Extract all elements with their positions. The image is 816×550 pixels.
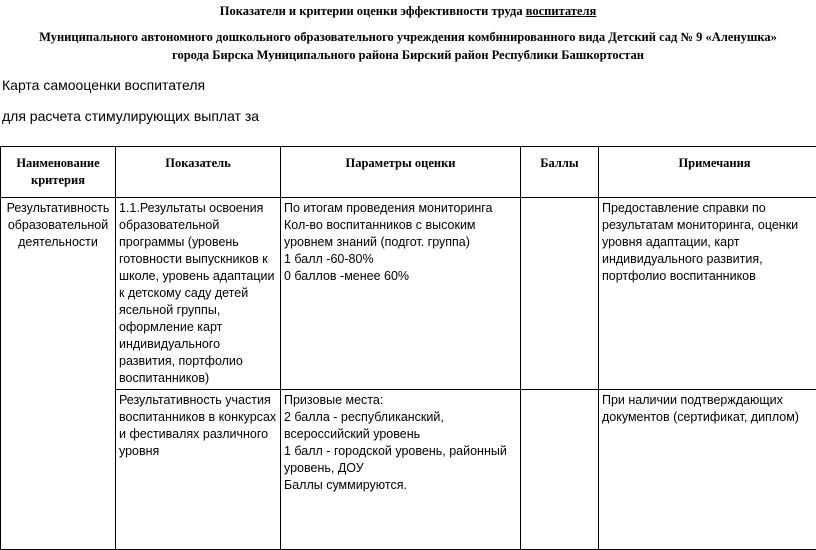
header-notes: Примечания — [599, 147, 816, 198]
org-line-2: города Бирска Муниципального района Бирский район Республики Башкортостан — [0, 46, 816, 64]
header-indicator: Показатель — [116, 147, 281, 198]
title-underlined: воспитателя — [526, 4, 597, 18]
score-cell — [521, 390, 599, 550]
indicator-cell: Результативность участия воспитанников в конкурсах и фестивалях различного уровня — [116, 390, 281, 550]
table-header-row — [1, 147, 816, 198]
notes-cell: При наличии подтверждающих документов (сертификат, диплом) — [599, 390, 816, 550]
indicator-cell: 1.1.Результаты освоения образовательной программы (уровень готовности выпускников к школе, уровень адаптации к детскому саду детей ясельной группы, оформление карт индивидуального развития, портфолио воспитанников) — [116, 198, 281, 390]
params-cell: По итогам проведения мониторинга Кол-во воспитанников с высоким уровнем знаний (подгот. группа) 1 балл -60-80% 0 баллов -менее 60% — [281, 198, 521, 390]
notes-cell: Предоставление справки по результатам мониторинга, оценки уровня адаптации, карт индивидуального развития, портфолио воспитанников — [599, 198, 816, 390]
page-title — [0, 4, 816, 19]
criterion-cell: Результативность образовательной деятельности — [1, 198, 116, 550]
params-cell: Призовые места: 2 балла - республиканский, всероссийский уровень 1 балл - городской уровень, районный уровень, ДОУ Баллы суммируются. — [281, 390, 521, 550]
header-params: Параметры оценки — [281, 147, 521, 198]
header-score: Баллы — [521, 147, 599, 198]
score-cell — [521, 198, 599, 390]
header-criterion: Наименование критерия — [1, 147, 116, 198]
table-row — [1, 198, 816, 390]
card-line-2: для расчета стимулирующих выплат за — [2, 108, 259, 124]
card-line-1: Карта самооценки воспитателя — [2, 77, 205, 93]
table-row — [1, 390, 816, 550]
org-line-1: Муниципального автономного дошкольного образовательного учреждения комбинированного вида Детский сад № 9 «Аленушка» — [0, 28, 816, 46]
title-plain: Показатели и критерии оценки эффективности труда — [220, 4, 526, 18]
criteria-table — [0, 146, 816, 550]
organization-name — [0, 28, 816, 64]
